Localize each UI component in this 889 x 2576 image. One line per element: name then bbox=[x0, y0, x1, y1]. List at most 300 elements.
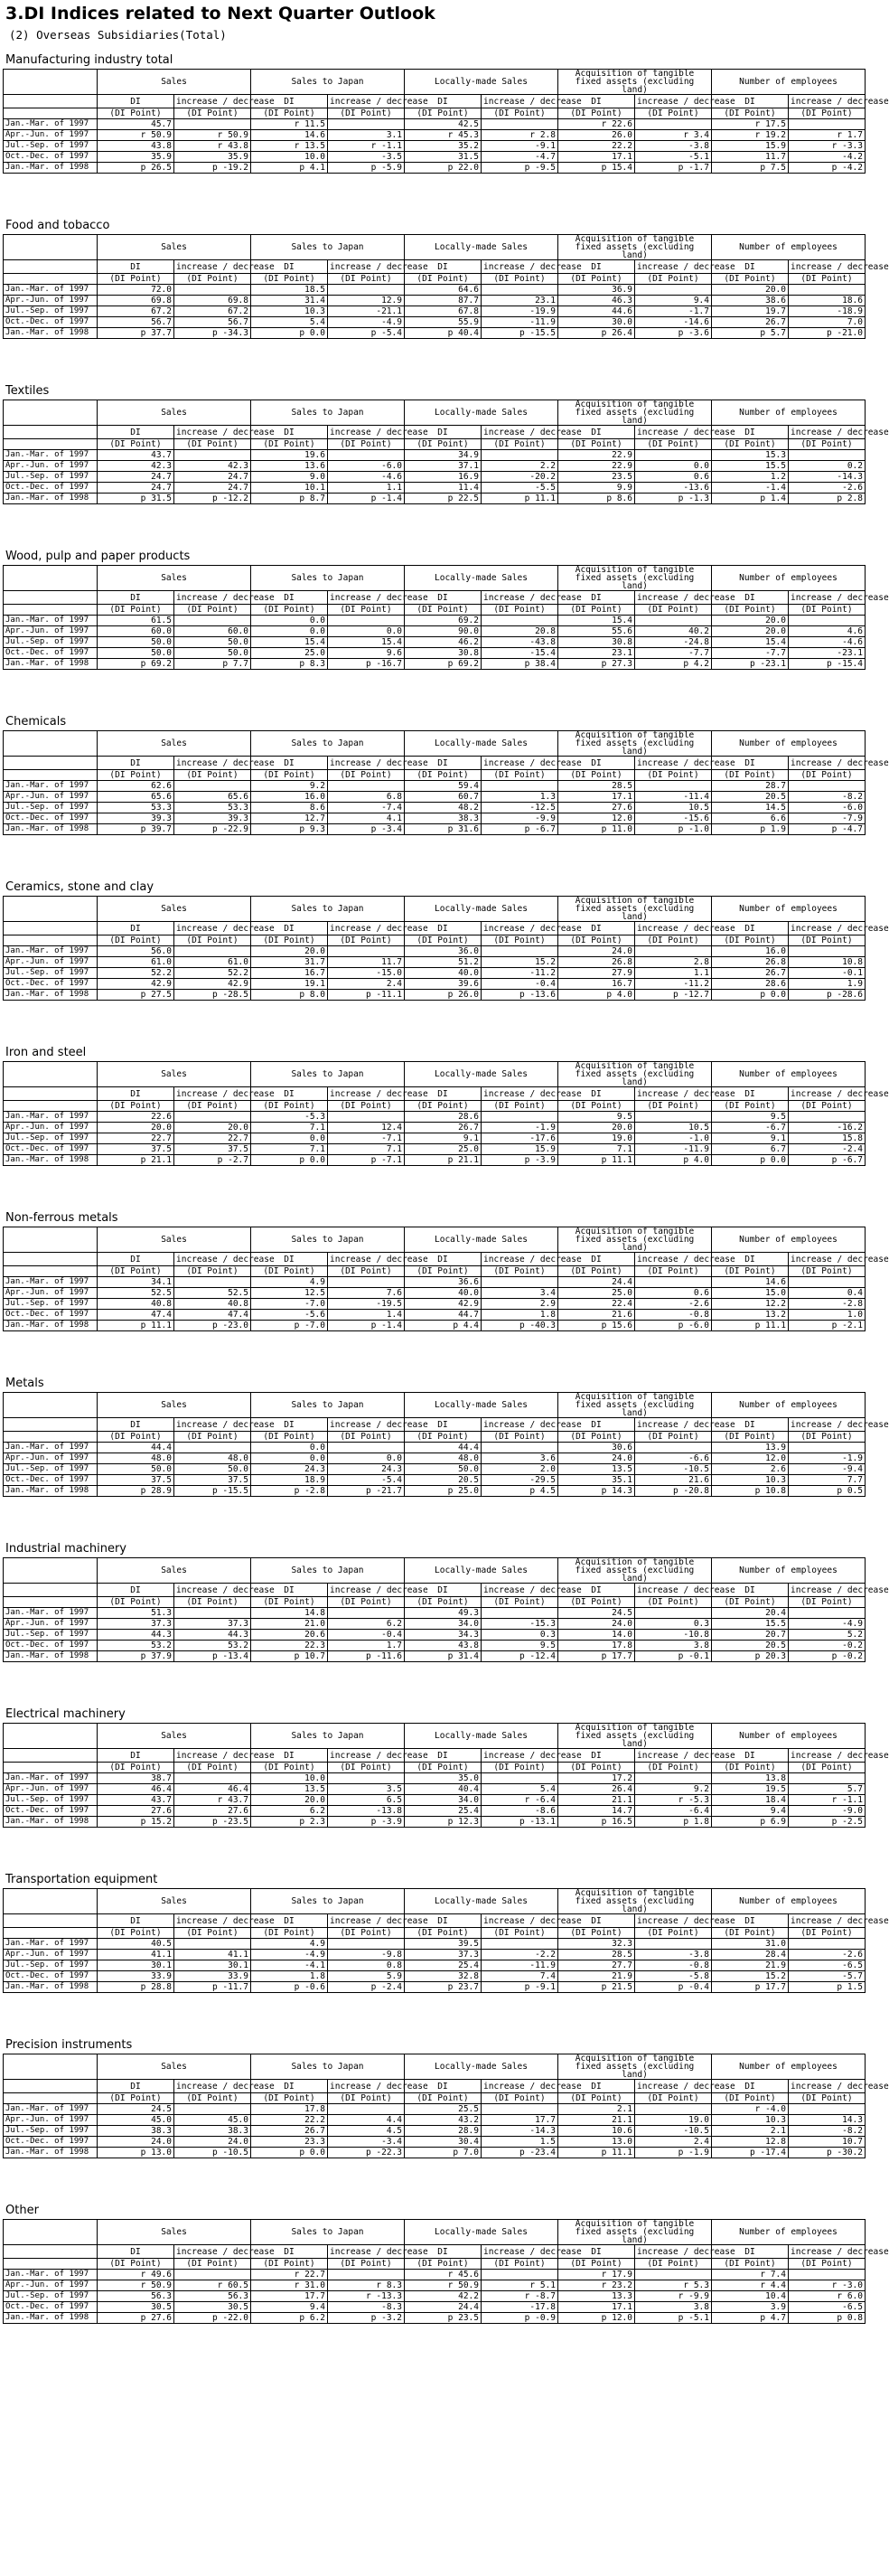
value-cell: 5.4 bbox=[482, 1784, 558, 1795]
value-cell: -17.8 bbox=[482, 2302, 558, 2313]
data-table bbox=[3, 896, 889, 1001]
group-header: Sales to Japan bbox=[251, 731, 405, 757]
value-cell: 31.7 bbox=[251, 957, 328, 968]
value-cell: 48.2 bbox=[405, 803, 482, 813]
unit-cell: (DI Point) bbox=[251, 935, 328, 946]
di-header: DI bbox=[558, 260, 635, 274]
value-cell: 1.8 bbox=[251, 1971, 328, 1982]
subheader-row bbox=[4, 426, 866, 439]
change-header: increase / decrease bbox=[635, 2245, 712, 2259]
value-cell: p 27.6 bbox=[98, 2313, 174, 2324]
value-cell bbox=[789, 450, 866, 461]
header-row bbox=[4, 70, 866, 95]
change-header: increase / decrease bbox=[482, 260, 558, 274]
value-cell: 50.0 bbox=[98, 1464, 174, 1475]
value-cell bbox=[789, 946, 866, 957]
change-header: increase / decrease bbox=[482, 426, 558, 439]
value-cell: 11.7 bbox=[328, 957, 405, 968]
value-cell bbox=[482, 285, 558, 296]
group-header: Acquisition of tangible fixed assets (excluding land) bbox=[558, 400, 712, 426]
change-header: increase / decrease bbox=[482, 1087, 558, 1101]
value-cell: p -3.9 bbox=[482, 1155, 558, 1166]
value-cell: 17.1 bbox=[558, 2302, 635, 2313]
value-cell: p 38.4 bbox=[482, 659, 558, 670]
value-cell: 72.0 bbox=[98, 285, 174, 296]
group-header: Sales bbox=[98, 1393, 251, 1418]
value-cell: r -6.4 bbox=[482, 1795, 558, 1806]
value-cell: r 60.5 bbox=[174, 2280, 251, 2291]
value-cell: 15.4 bbox=[251, 637, 328, 648]
change-header: increase / decrease bbox=[789, 1087, 866, 1101]
value-cell: 4.1 bbox=[328, 813, 405, 824]
value-cell: 15.2 bbox=[712, 1971, 789, 1982]
corner-cell bbox=[4, 922, 98, 935]
value-cell: -6.5 bbox=[789, 1960, 866, 1971]
value-cell bbox=[174, 781, 251, 792]
value-cell: -43.8 bbox=[482, 637, 558, 648]
value-cell: 22.2 bbox=[558, 141, 635, 152]
value-cell: p -3.6 bbox=[635, 328, 712, 339]
value-cell: -2.6 bbox=[789, 1950, 866, 1960]
corner-cell bbox=[4, 2259, 98, 2270]
value-cell: -11.2 bbox=[635, 979, 712, 990]
change-header: increase / decrease bbox=[328, 757, 405, 770]
value-cell: p -5.4 bbox=[328, 328, 405, 339]
value-cell: 0.0 bbox=[251, 1453, 328, 1464]
value-cell: 9.4 bbox=[635, 296, 712, 306]
section bbox=[0, 2037, 889, 2195]
unit-cell: (DI Point) bbox=[328, 108, 405, 119]
di-header: DI bbox=[558, 2245, 635, 2259]
value-cell: 37.5 bbox=[174, 1144, 251, 1155]
di-header: DI bbox=[98, 1418, 174, 1432]
value-cell: p -13.6 bbox=[482, 990, 558, 1001]
value-cell: p 7.7 bbox=[174, 659, 251, 670]
change-header: increase / decrease bbox=[328, 1087, 405, 1101]
change-header: increase / decrease bbox=[789, 260, 866, 274]
value-cell bbox=[482, 119, 558, 130]
value-cell: -7.7 bbox=[712, 648, 789, 659]
corner-cell bbox=[4, 1266, 98, 1277]
value-cell: p -4.7 bbox=[789, 824, 866, 835]
value-cell: -7.0 bbox=[251, 1299, 328, 1310]
value-cell: p 25.0 bbox=[405, 1486, 482, 1497]
value-cell: 87.7 bbox=[405, 296, 482, 306]
value-cell: 1.5 bbox=[482, 2137, 558, 2148]
value-cell bbox=[635, 1773, 712, 1784]
value-cell: 20.0 bbox=[251, 1795, 328, 1806]
value-cell: 40.0 bbox=[405, 968, 482, 979]
value-cell: 53.2 bbox=[98, 1641, 174, 1651]
value-cell: 14.7 bbox=[558, 1806, 635, 1817]
value-cell: 3.8 bbox=[635, 1641, 712, 1651]
value-cell: 25.0 bbox=[405, 1144, 482, 1155]
change-header: increase / decrease bbox=[789, 757, 866, 770]
unit-cell: (DI Point) bbox=[482, 1763, 558, 1773]
period-label: Oct.-Dec. of 1997 bbox=[4, 1971, 98, 1982]
period-label: Apr.-Jun. of 1997 bbox=[4, 1123, 98, 1133]
value-cell: 26.7 bbox=[405, 1123, 482, 1133]
data-table bbox=[3, 2219, 889, 2324]
period-label: Jan.-Mar. of 1997 bbox=[4, 450, 98, 461]
value-cell: p 4.5 bbox=[482, 1486, 558, 1497]
value-cell: 44.3 bbox=[98, 1630, 174, 1641]
group-header: Sales to Japan bbox=[251, 1889, 405, 1914]
value-cell: p 1.8 bbox=[635, 1817, 712, 1828]
value-cell bbox=[328, 1112, 405, 1123]
table-row bbox=[4, 1321, 866, 1331]
value-cell: p -12.7 bbox=[635, 990, 712, 1001]
value-cell: p 11.1 bbox=[98, 1321, 174, 1331]
corner-cell bbox=[4, 1928, 98, 1939]
value-cell bbox=[635, 1608, 712, 1619]
change-header: increase / decrease bbox=[635, 260, 712, 274]
value-cell: -8.2 bbox=[789, 792, 866, 803]
table-row bbox=[4, 2280, 866, 2291]
group-header: Number of employees bbox=[712, 1558, 866, 1584]
corner-cell bbox=[4, 2245, 98, 2259]
value-cell: r 5.1 bbox=[482, 2280, 558, 2291]
value-cell: r 50.9 bbox=[174, 130, 251, 141]
value-cell: p -13.1 bbox=[482, 1817, 558, 1828]
unit-cell: (DI Point) bbox=[251, 2093, 328, 2104]
value-cell: 6.2 bbox=[328, 1619, 405, 1630]
unit-cell: (DI Point) bbox=[174, 770, 251, 781]
unit-cell: (DI Point) bbox=[405, 2093, 482, 2104]
value-cell: 26.7 bbox=[712, 968, 789, 979]
period-label: Jan.-Mar. of 1997 bbox=[4, 1939, 98, 1950]
period-label: Oct.-Dec. of 1997 bbox=[4, 813, 98, 824]
value-cell: p 5.7 bbox=[712, 328, 789, 339]
value-cell: p -1.9 bbox=[635, 2148, 712, 2158]
value-cell: 44.7 bbox=[405, 1310, 482, 1321]
value-cell: 7.1 bbox=[251, 1123, 328, 1133]
unit-cell: (DI Point) bbox=[328, 1597, 405, 1608]
unit-cell: (DI Point) bbox=[174, 1763, 251, 1773]
unit-cell: (DI Point) bbox=[712, 770, 789, 781]
unit-cell: (DI Point) bbox=[98, 1266, 174, 1277]
subheader-row bbox=[4, 260, 866, 274]
value-cell: p 6.2 bbox=[251, 2313, 328, 2324]
group-header: Sales to Japan bbox=[251, 1393, 405, 1418]
group-header: Number of employees bbox=[712, 566, 866, 591]
period-label: Jul.-Sep. of 1997 bbox=[4, 1630, 98, 1641]
di-header: DI bbox=[558, 757, 635, 770]
unit-cell: (DI Point) bbox=[174, 108, 251, 119]
value-cell: 24.7 bbox=[98, 472, 174, 483]
unit-cell: (DI Point) bbox=[405, 108, 482, 119]
value-cell: 31.5 bbox=[405, 152, 482, 163]
header-row bbox=[4, 1558, 866, 1584]
unit-cell: (DI Point) bbox=[558, 1266, 635, 1277]
subheader-row bbox=[4, 922, 866, 935]
table-row bbox=[4, 2104, 866, 2115]
change-header: increase / decrease bbox=[328, 260, 405, 274]
value-cell bbox=[635, 946, 712, 957]
value-cell: -11.2 bbox=[482, 968, 558, 979]
value-cell: -5.5 bbox=[482, 483, 558, 494]
period-label: Jul.-Sep. of 1997 bbox=[4, 1299, 98, 1310]
value-cell: 0.8 bbox=[328, 1960, 405, 1971]
table-row bbox=[4, 2148, 866, 2158]
table-row bbox=[4, 957, 866, 968]
value-cell: 14.5 bbox=[712, 803, 789, 813]
di-header: DI bbox=[251, 1253, 328, 1266]
value-cell: 17.1 bbox=[558, 152, 635, 163]
unit-cell: (DI Point) bbox=[712, 1597, 789, 1608]
value-cell: 40.8 bbox=[98, 1299, 174, 1310]
header-row bbox=[4, 731, 866, 757]
value-cell: p -1.7 bbox=[635, 163, 712, 174]
table-row bbox=[4, 824, 866, 835]
value-cell: 38.3 bbox=[405, 813, 482, 824]
value-cell bbox=[635, 119, 712, 130]
unit-cell: (DI Point) bbox=[405, 2259, 482, 2270]
value-cell: -2.4 bbox=[789, 1144, 866, 1155]
period-label: Apr.-Jun. of 1997 bbox=[4, 2115, 98, 2126]
section bbox=[0, 1045, 889, 1203]
value-cell: p 17.7 bbox=[558, 1651, 635, 1662]
corner-cell bbox=[4, 260, 98, 274]
value-cell: 31.4 bbox=[251, 296, 328, 306]
change-header: increase / decrease bbox=[328, 1418, 405, 1432]
di-header: DI bbox=[405, 591, 482, 605]
di-header: DI bbox=[712, 591, 789, 605]
unit-cell: (DI Point) bbox=[789, 1266, 866, 1277]
di-header: DI bbox=[98, 1253, 174, 1266]
value-cell: p 31.5 bbox=[98, 494, 174, 504]
unit-cell: (DI Point) bbox=[251, 1432, 328, 1443]
value-cell bbox=[789, 781, 866, 792]
table-row bbox=[4, 119, 866, 130]
section bbox=[0, 879, 889, 1038]
value-cell: 3.4 bbox=[482, 1288, 558, 1299]
value-cell: 20.8 bbox=[482, 626, 558, 637]
change-header: increase / decrease bbox=[174, 426, 251, 439]
unit-cell: (DI Point) bbox=[98, 108, 174, 119]
value-cell: 22.2 bbox=[251, 2115, 328, 2126]
change-header: increase / decrease bbox=[174, 1253, 251, 1266]
value-cell: 7.7 bbox=[789, 1475, 866, 1486]
value-cell: p -28.5 bbox=[174, 990, 251, 1001]
value-cell: 5.2 bbox=[789, 1630, 866, 1641]
unit-cell: (DI Point) bbox=[482, 2259, 558, 2270]
value-cell: 21.1 bbox=[558, 1795, 635, 1806]
value-cell: 17.8 bbox=[558, 1641, 635, 1651]
value-cell: 20.6 bbox=[251, 1630, 328, 1641]
group-header: Number of employees bbox=[712, 235, 866, 260]
value-cell: 15.3 bbox=[712, 450, 789, 461]
value-cell: 9.2 bbox=[251, 781, 328, 792]
value-cell bbox=[174, 1443, 251, 1453]
value-cell: p -3.4 bbox=[328, 824, 405, 835]
value-cell: -29.5 bbox=[482, 1475, 558, 1486]
period-label: Jan.-Mar. of 1998 bbox=[4, 1651, 98, 1662]
unit-cell: (DI Point) bbox=[98, 1763, 174, 1773]
table-row bbox=[4, 306, 866, 317]
value-cell: p 14.3 bbox=[558, 1486, 635, 1497]
table-row bbox=[4, 1486, 866, 1497]
value-cell: 4.6 bbox=[789, 626, 866, 637]
value-cell: -23.1 bbox=[789, 648, 866, 659]
data-table bbox=[3, 400, 889, 504]
unit-row bbox=[4, 2093, 866, 2104]
period-label: Apr.-Jun. of 1997 bbox=[4, 1950, 98, 1960]
value-cell: 42.3 bbox=[98, 461, 174, 472]
di-header: DI bbox=[558, 1914, 635, 1928]
value-cell: p -11.6 bbox=[328, 1651, 405, 1662]
value-cell: 25.4 bbox=[405, 1806, 482, 1817]
value-cell: -2.6 bbox=[635, 1299, 712, 1310]
di-header: DI bbox=[558, 1253, 635, 1266]
value-cell: p -2.1 bbox=[789, 1321, 866, 1331]
value-cell: 0.0 bbox=[635, 461, 712, 472]
header-row bbox=[4, 1724, 866, 1749]
value-cell: p -22.9 bbox=[174, 824, 251, 835]
section-title: Chemicals bbox=[5, 715, 67, 729]
value-cell: 30.1 bbox=[174, 1960, 251, 1971]
value-cell: p 26.0 bbox=[405, 990, 482, 1001]
value-cell: p 4.4 bbox=[405, 1321, 482, 1331]
value-cell: 13.5 bbox=[558, 1464, 635, 1475]
value-cell: 46.4 bbox=[174, 1784, 251, 1795]
unit-cell: (DI Point) bbox=[558, 1432, 635, 1443]
value-cell: -5.3 bbox=[251, 1112, 328, 1123]
value-cell: r 19.2 bbox=[712, 130, 789, 141]
table-row bbox=[4, 1475, 866, 1486]
value-cell: 13.9 bbox=[712, 1443, 789, 1453]
value-cell: 30.1 bbox=[98, 1960, 174, 1971]
value-cell: 27.6 bbox=[558, 803, 635, 813]
subheader-row bbox=[4, 1914, 866, 1928]
unit-cell: (DI Point) bbox=[328, 935, 405, 946]
unit-cell: (DI Point) bbox=[405, 1101, 482, 1112]
unit-row bbox=[4, 108, 866, 119]
value-cell bbox=[789, 1112, 866, 1123]
group-header: Sales bbox=[98, 1724, 251, 1749]
value-cell: 4.4 bbox=[328, 2115, 405, 2126]
change-header: increase / decrease bbox=[328, 1584, 405, 1597]
data-table bbox=[3, 1061, 889, 1166]
value-cell: 2.4 bbox=[635, 2137, 712, 2148]
value-cell: 26.7 bbox=[251, 2126, 328, 2137]
table-row bbox=[4, 296, 866, 306]
subheader-row bbox=[4, 757, 866, 770]
value-cell: 37.3 bbox=[174, 1619, 251, 1630]
group-header: Sales to Japan bbox=[251, 1558, 405, 1584]
value-cell: 90.0 bbox=[405, 626, 482, 637]
value-cell: 22.7 bbox=[98, 1133, 174, 1144]
value-cell: 7.1 bbox=[328, 1144, 405, 1155]
corner-cell bbox=[4, 95, 98, 108]
value-cell: 55.6 bbox=[558, 626, 635, 637]
data-table bbox=[3, 2054, 889, 2158]
group-header: Locally-made Sales bbox=[405, 566, 558, 591]
di-header: DI bbox=[405, 1749, 482, 1763]
period-label: Apr.-Jun. of 1997 bbox=[4, 2280, 98, 2291]
value-cell: p -1.4 bbox=[328, 494, 405, 504]
value-cell: 14.3 bbox=[789, 2115, 866, 2126]
value-cell bbox=[482, 1939, 558, 1950]
value-cell: 15.9 bbox=[712, 141, 789, 152]
value-cell: r -13.3 bbox=[328, 2291, 405, 2302]
table-row bbox=[4, 1155, 866, 1166]
value-cell: r 7.4 bbox=[712, 2270, 789, 2280]
value-cell: r 22.7 bbox=[251, 2270, 328, 2280]
corner-cell bbox=[4, 1558, 98, 1584]
value-cell: 23.1 bbox=[482, 296, 558, 306]
value-cell: 34.0 bbox=[405, 1619, 482, 1630]
di-header: DI bbox=[405, 1584, 482, 1597]
change-header: increase / decrease bbox=[635, 426, 712, 439]
table-row bbox=[4, 1123, 866, 1133]
data-table bbox=[3, 69, 889, 174]
period-label: Jan.-Mar. of 1997 bbox=[4, 2104, 98, 2115]
period-label: Jan.-Mar. of 1998 bbox=[4, 824, 98, 835]
change-header: increase / decrease bbox=[482, 95, 558, 108]
value-cell: 2.4 bbox=[328, 979, 405, 990]
value-cell: 11.7 bbox=[712, 152, 789, 163]
value-cell: -3.5 bbox=[328, 152, 405, 163]
value-cell: 50.0 bbox=[98, 648, 174, 659]
value-cell: -9.8 bbox=[328, 1950, 405, 1960]
di-header: DI bbox=[405, 1914, 482, 1928]
value-cell: p -1.3 bbox=[635, 494, 712, 504]
value-cell: -4.6 bbox=[789, 637, 866, 648]
unit-row bbox=[4, 1266, 866, 1277]
value-cell: 37.3 bbox=[405, 1950, 482, 1960]
unit-cell: (DI Point) bbox=[328, 1928, 405, 1939]
di-header: DI bbox=[251, 1749, 328, 1763]
unit-cell: (DI Point) bbox=[251, 1266, 328, 1277]
value-cell: p -12.4 bbox=[482, 1651, 558, 1662]
value-cell: p -23.4 bbox=[482, 2148, 558, 2158]
period-label: Apr.-Jun. of 1997 bbox=[4, 1288, 98, 1299]
value-cell: r 49.6 bbox=[98, 2270, 174, 2280]
value-cell: -4.7 bbox=[482, 152, 558, 163]
corner-cell bbox=[4, 1253, 98, 1266]
table-row bbox=[4, 1817, 866, 1828]
change-header: increase / decrease bbox=[789, 2080, 866, 2093]
value-cell: 24.0 bbox=[174, 2137, 251, 2148]
value-cell: 12.0 bbox=[558, 813, 635, 824]
unit-cell: (DI Point) bbox=[251, 1597, 328, 1608]
value-cell: 39.6 bbox=[405, 979, 482, 990]
value-cell: p 15.4 bbox=[558, 163, 635, 174]
di-header: DI bbox=[558, 1087, 635, 1101]
group-header: Sales bbox=[98, 70, 251, 95]
value-cell: 0.0 bbox=[251, 1443, 328, 1453]
value-cell: -4.2 bbox=[789, 152, 866, 163]
value-cell: 44.3 bbox=[174, 1630, 251, 1641]
value-cell: 49.3 bbox=[405, 1608, 482, 1619]
value-cell: 20.7 bbox=[712, 1630, 789, 1641]
value-cell: -1.7 bbox=[635, 306, 712, 317]
value-cell: 50.0 bbox=[98, 637, 174, 648]
value-cell: 61.0 bbox=[98, 957, 174, 968]
value-cell: p -9.1 bbox=[482, 1982, 558, 1993]
di-header: DI bbox=[712, 2245, 789, 2259]
value-cell: 47.4 bbox=[98, 1310, 174, 1321]
corner-cell bbox=[4, 439, 98, 450]
table-row bbox=[4, 1784, 866, 1795]
di-header: DI bbox=[405, 922, 482, 935]
table-row bbox=[4, 990, 866, 1001]
value-cell: -13.6 bbox=[635, 483, 712, 494]
value-cell: p -23.1 bbox=[712, 659, 789, 670]
table-row bbox=[4, 659, 866, 670]
unit-cell: (DI Point) bbox=[712, 274, 789, 285]
